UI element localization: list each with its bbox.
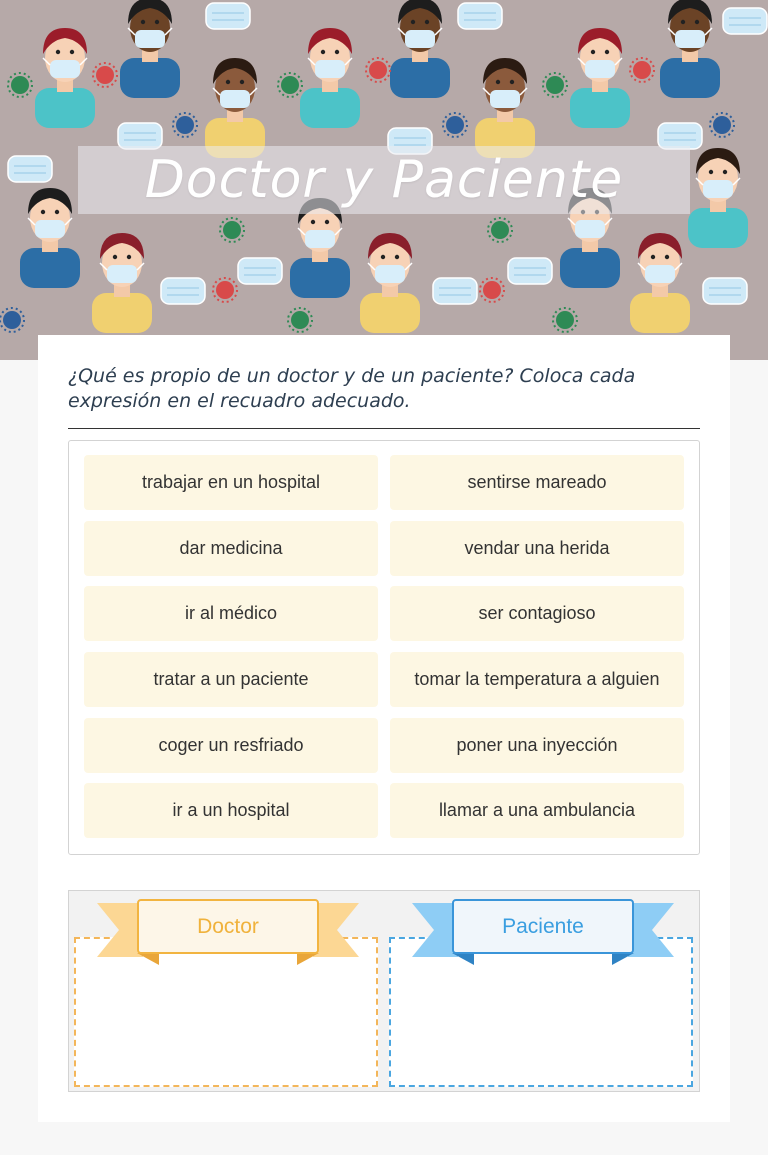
banner-title-box [78,146,690,214]
expression-chip[interactable]: poner una inyección [390,718,684,773]
expression-chip[interactable]: dar medicina [84,521,378,576]
category-drop-area [68,890,700,1092]
expression-chip[interactable]: tratar a un paciente [84,652,378,707]
expression-chip[interactable]: trabajar en un hospital [84,455,378,510]
doctor-category-label: Doctor [137,899,319,954]
paciente-category-label: Paciente [452,899,634,954]
expression-chip[interactable]: coger un resfriado [84,718,378,773]
expression-chip[interactable]: ir al médico [84,586,378,641]
instructions-divider [68,428,700,429]
expression-chip[interactable]: tomar la temperatura a alguien [390,652,684,707]
header-banner [0,0,768,360]
instructions-text: ¿Qué es propio de un doctor y de un paciente? Coloca cada expresión en el recuadro adecuado. [68,365,636,412]
expression-chip[interactable]: sentirse mareado [390,455,684,510]
paciente-ribbon [412,899,674,969]
doctor-ribbon [97,899,359,969]
expression-chip[interactable]: ser contagioso [390,586,684,641]
expression-chip[interactable]: ir a un hospital [84,783,378,838]
expression-chip[interactable]: vendar una herida [390,521,684,576]
expression-chip[interactable]: llamar a una ambulancia [390,783,684,838]
expression-bank [68,440,700,855]
page-title: Doctor y Paciente [144,150,624,210]
